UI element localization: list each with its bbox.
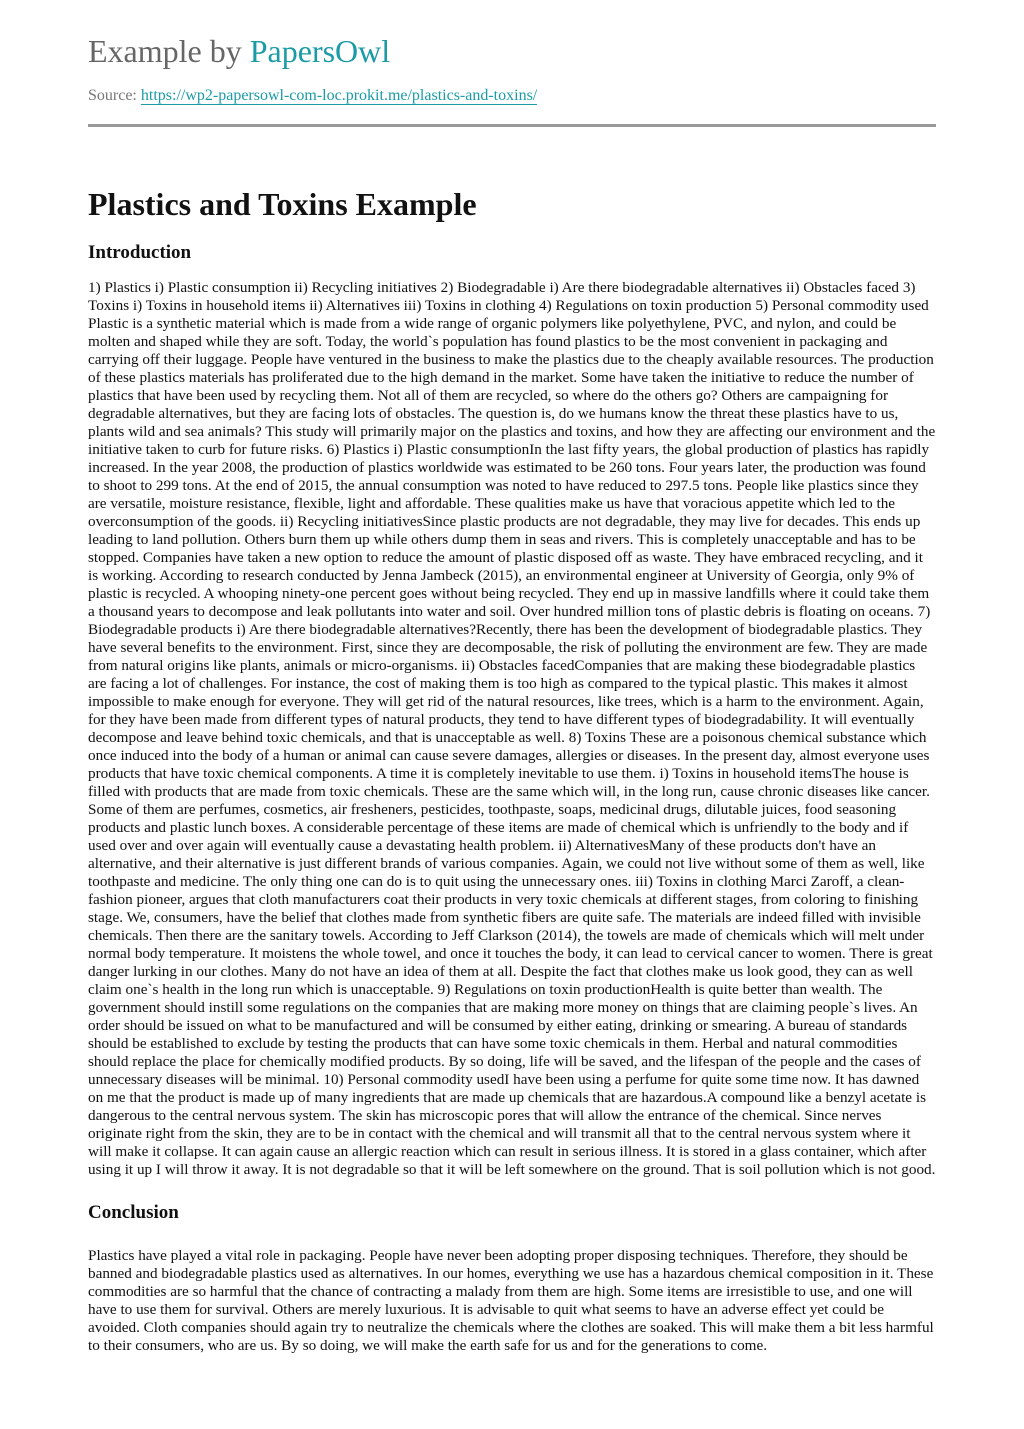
section-heading-conclusion: Conclusion xyxy=(88,1202,179,1223)
brand-prefix: Example by xyxy=(88,33,250,69)
site-brand xyxy=(88,0,936,70)
source-label: Source: xyxy=(88,87,141,104)
source-line xyxy=(88,86,936,106)
source-link[interactable]: https://wp2-papersowl-com-loc.prokit.me/plastics-and-toxins/ xyxy=(140,87,538,104)
section-body-conclusion: Plastics have played a vital role in packaging. People have never been adopting proper disposing techniques. Therefore, they should be banned and biodegradable plastics used as alternatives. In our homes, everything we use has a hazardous chemical composition in it. These commodities are so harmful that the chance of contracting a malady from them are high. Some items are irresistible to use, and one will have to use them for survival. Others are merely luxurious. It is advisable to quit what seems to have an adverse effect yet could be avoided. Cloth companies should again try to neutralize the chemicals where the clothes are soaked. This will make them a bit less harmful to their consumers, who are us. By so doing, we will make the earth safe for us and for the generations to come. xyxy=(88,1247,934,1354)
section-body-introduction: 1) Plastics i) Plastic consumption ii) Recycling initiatives 2) Biodegradable i) Are there biodegradable alternatives ii) Obstacles faced 3) Toxins i) Toxins in household items ii) Alternatives iii) Toxins in clothing 4) Regulations on toxin production 5) Personal commodity used Plastic is a synthetic material which is made from a wide range of organic polymers like polyethylene, PVC, and nylon, and could be molten and shaped while they are soft. Today, the world`s population has found plastics to be the most convenient in packaging and carrying off their luggage. People have ventured in the business to make the plastics due to the cheaply available resources. The production of these plastics materials has proliferated due to the high demand in the market. Some have taken the initiative to reduce the number of plastics that have been used by recycling them. Not all of them are recycled, so where do the others go? Others are campaigning for degradable alternatives, but they are facing lots of obstacles. The question is, do we humans know the threat these plastics have to us, plants wild and sea animals? This study will primarily major on the plastics and toxins, and how they are affecting our environment and the initiative taken to curb for future risks. 6) Plastics i) Plastic consumptionIn the last fifty years, the global production of plastics has rapidly increased. In the year 2008, the production of plastics worldwide was estimated to be 260 tons. Four years later, the production was found to shoot to 299 tons. At the end of 2015, the annual consumption was noted to have reduced to 297.5 tons. People like plastics since they are versatile, moisture resistance, flexible, light and affordable. These qualities make us have that voracious appetite which led to the overconsumption of the goods. ii) Recycling initiativesSince plastic products are not degradable, they may live for decades. This ends up leading to land pollution. Others burn them up while others dump them in seas and rivers. This is completely unacceptable and has to be stopped. Companies have taken a new option to reduce the amount of plastic disposed off as waste. They have embraced recycling, and it is working. According to research conducted by Jenna Jambeck (2015), an environmental engineer at University of Georgia, only 9% of plastic is recycled. A whooping ninety-one percent goes without being recycled. They end up in massive landfills where it could take them a thousand years to decompose and leak pollutants into water and soil. Over hundred million tons of plastic debris is floating on oceans. 7) Biodegradable products i) Are there biodegradable alternatives?Recently, there has been the development of biodegradable plastics. They have several benefits to the environment. First, since they are decomposable, the risk of polluting the environment are few. They are made from natural origins like plants, animals or micro-organisms. ii) Obstacles facedCompanies that are making these biodegradable plastics are facing a lot of challenges. For instance, the cost of making them is too high as compared to the typical plastic. This makes it almost impossible to make enough for everyone. They will get rid of the natural resources, like trees, which is a harm to the environment. Again, for they have been made from different types of natural products, they tend to have different types of biodegradability. It will eventually decompose and leave behind toxic chemicals, and that is unacceptable as well. 8) Toxins These are a poisonous chemical substance which once induced into the body of a human or animal can cause severe damages, allergies or diseases. In the present day, almost everyone uses products that have toxic chemical components. A time it is completely inevitable to use them. i) Toxins in household itemsThe house is filled with products that are made from toxic chemicals. These are the same which will, in the long run, cause chronic diseases like cancer. Some of them are perfumes, cosmetics, air fresheners, pesticides, toothpaste, soaps, medicinal drugs, dilutable juices, food seasoning products and plastic lunch boxes. A considerable percentage of these items are made of chemical which is unfriendly to the body and if used over and over again will eventually cause a devastating health problem. ii) AlternativesMany of these products don't have an alternative, and their alternative is just different brands of various companies. Again, we could not live without some of them as well, like toothpaste and medicine. The only thing one can do is to quit using the unnecessary ones. iii) Toxins in clothing Marci Zaroff, a clean-fashion pioneer, argues that cloth manufacturers coat their products in very toxic chemicals at different stages, from coloring to finishing stage. We, consumers, have the belief that clothes made from synthetic fibers are quite safe. The materials are indeed filled with invisible chemicals. Then there are the sanitary towels. According to Jeff Clarkson (2014), the towels are made of chemicals which will melt under normal body temperature. It moistens the whole towel, and once it touches the body, it can lead to cervical cancer to women. There is great danger lurking in our clothes. Many do not have an idea of them at all. Despite the fact that clothes make us look good, they can as well claim one`s health in the long run which is unacceptable. 9) Regulations on toxin productionHealth is quite better than wealth. The government should instill some regulations on the companies that are making more money on things that are claiming people`s lives. An order should be issued on what to be manufactured and will be consumed by either eating, drinking or smearing. A bureau of standards should be established to exclude by testing the products that can have some toxic chemicals in them. Herbal and natural commodities should replace the place for chemically modified products. By so doing, life will be saved, and the lifespan of the people and the cases of unnecessary diseases will be minimal. 10) Personal commodity usedI have been using a perfume for quite some time now. It has dawned on me that the product is made up of many ingredients that are made up chemicals that are hazardous.A compound like a benzyl acetate is dangerous to the central nervous system. The skin has microscopic pores that will allow the entrance of the chemical. Since nerves originate right from the skin, they are to be in contact with the chemical and will transmit all that to the central nervous system where it will make it collapse. It can again cause an allergic reaction which can result in serious illness. It is stored in a glass container, which after using it up I will throw it away. It is not degradable so that it will be left somewhere on the ground. That is soil pollution which is not good. xyxy=(88,279,936,1178)
document-title: Plastics and Toxins Example xyxy=(88,186,477,222)
brand-name[interactable]: PapersOwl xyxy=(249,33,391,69)
section-heading-introduction: Introduction xyxy=(88,242,192,263)
header-divider xyxy=(88,124,936,127)
